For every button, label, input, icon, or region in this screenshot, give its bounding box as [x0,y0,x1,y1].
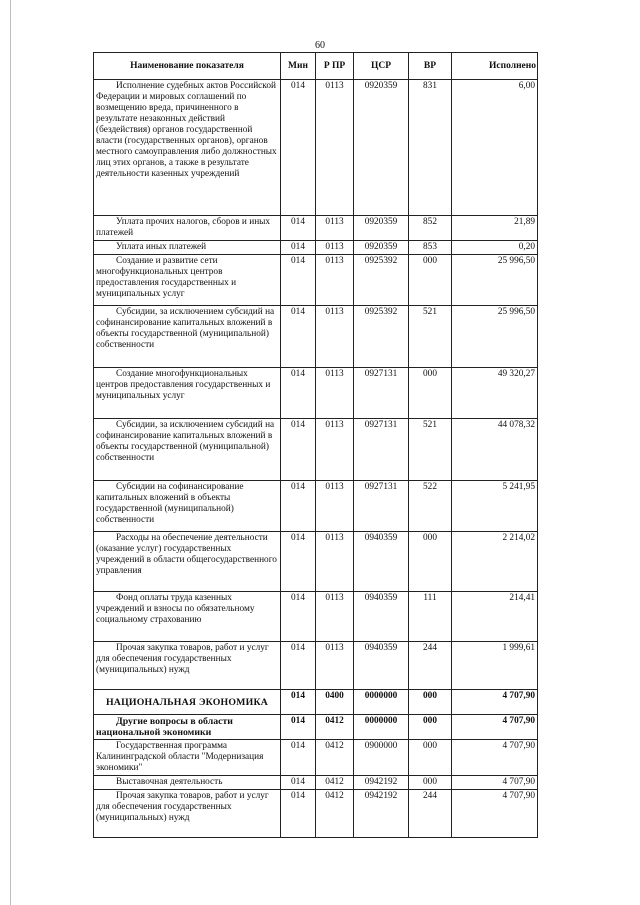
table-row [94,241,538,255]
row-min: 014 [281,255,316,306]
row-vr: 000 [409,690,452,715]
row-min: 014 [281,481,316,532]
row-name: Государственная программа Калининградской области "Модернизация экономики" [94,740,281,776]
row-csr: 0000000 [354,715,409,740]
row-min: 014 [281,790,316,838]
row-min: 014 [281,642,316,690]
header-rpr: Р ПР [316,53,354,80]
row-executed: 49 320,27 [452,368,538,419]
row-vr: 111 [409,592,452,642]
row-rpr: 0113 [316,255,354,306]
row-csr: 0940359 [354,642,409,690]
row-csr: 0942192 [354,790,409,838]
header-min: Мин [281,53,316,80]
row-vr: 853 [409,241,452,255]
row-rpr: 0113 [316,481,354,532]
row-min: 014 [281,216,316,241]
row-vr: 000 [409,532,452,592]
table-row [94,532,538,592]
row-name: Прочая закупка товаров, работ и услуг для обеспечения государственных (муниципальных) нужд [94,790,281,838]
row-rpr: 0113 [316,532,354,592]
row-vr: 000 [409,255,452,306]
table-row [94,592,538,642]
row-executed: 4 707,90 [452,740,538,776]
row-name: Выставочная деятельность [94,776,281,790]
row-vr: 852 [409,216,452,241]
row-csr: 0920359 [354,241,409,255]
table-row [94,740,538,776]
row-name: Создание и развитие сети многофункциональных центров предоставления государственных и муниципальных услуг [94,255,281,306]
row-min: 014 [281,715,316,740]
row-csr: 0920359 [354,216,409,241]
table-row [94,776,538,790]
row-vr: 000 [409,776,452,790]
header-vr: ВР [409,53,452,80]
row-rpr: 0412 [316,740,354,776]
table-row [94,80,538,216]
table-row [94,642,538,690]
row-rpr: 0113 [316,80,354,216]
row-csr: 0942192 [354,776,409,790]
row-executed: 6,00 [452,80,538,216]
row-executed: 25 996,50 [452,306,538,368]
row-vr: 831 [409,80,452,216]
row-name: Субсидии на софинансирование капитальных вложений в объекты государственной (муниципальной) собственности [94,481,281,532]
row-vr: 000 [409,368,452,419]
row-min: 014 [281,532,316,592]
row-rpr: 0113 [316,368,354,419]
table-row [94,255,538,306]
row-csr: 0900000 [354,740,409,776]
row-rpr: 0113 [316,642,354,690]
row-vr: 244 [409,642,452,690]
row-rpr: 0412 [316,715,354,740]
table-row-section [94,690,538,715]
row-csr: 0000000 [354,690,409,715]
row-vr: 000 [409,740,452,776]
row-csr: 0940359 [354,532,409,592]
row-executed: 21,89 [452,216,538,241]
row-csr: 0927131 [354,419,409,481]
table-row [94,306,538,368]
row-executed: 4 707,90 [452,690,538,715]
budget-execution-table [93,52,538,838]
row-rpr: 0113 [316,419,354,481]
row-name: Субсидии, за исключением субсидий на софинансирование капитальных вложений в объекты государственной (муниципальной) собственности [94,419,281,481]
table-row [94,419,538,481]
row-csr: 0925392 [354,255,409,306]
row-executed: 4 707,90 [452,776,538,790]
page-left-edge [10,0,11,905]
row-executed: 5 241,95 [452,481,538,532]
table-row [94,790,538,838]
row-rpr: 0113 [316,592,354,642]
row-name: Расходы на обеспечение деятельности (оказание услуг) государственных учреждений в области общегосударственного управления [94,532,281,592]
row-min: 014 [281,690,316,715]
row-rpr: 0412 [316,790,354,838]
row-executed: 214,41 [452,592,538,642]
row-executed: 1 999,61 [452,642,538,690]
row-name: Другие вопросы в области национальной экономики [94,715,281,740]
row-csr: 0927131 [354,481,409,532]
row-vr: 521 [409,306,452,368]
row-executed: 44 078,32 [452,419,538,481]
table-row-subsection [94,715,538,740]
row-vr: 522 [409,481,452,532]
row-executed: 2 214,02 [452,532,538,592]
row-min: 014 [281,592,316,642]
row-min: 014 [281,241,316,255]
header-name: Наименование показателя [94,53,281,80]
row-executed: 25 996,50 [452,255,538,306]
row-executed: 4 707,90 [452,715,538,740]
row-min: 014 [281,80,316,216]
row-rpr: 0412 [316,776,354,790]
row-name: Фонд оплаты труда казенных учреждений и взносы по обязательному социальному страхованию [94,592,281,642]
row-name: НАЦИОНАЛЬНАЯ ЭКОНОМИКА [94,690,281,715]
table-header-row [94,53,538,80]
row-name: Уплата прочих налогов, сборов и иных платежей [94,216,281,241]
row-name: Субсидии, за исключением субсидий на софинансирование капитальных вложений в объекты государственной (муниципальной) собственности [94,306,281,368]
row-min: 014 [281,419,316,481]
row-name: Исполнение судебных актов Российской Федерации и мировых соглашений по возмещению вреда, причиненного в результате незаконных действий (бездействия) органов государственной власти (государственных органов), органов местного самоуправления либо должностных лиц этих органов, а также в результате деятельности казенных учреждений [94,80,281,216]
row-vr: 521 [409,419,452,481]
row-rpr: 0113 [316,216,354,241]
row-csr: 0940359 [354,592,409,642]
row-executed: 0,20 [452,241,538,255]
row-vr: 244 [409,790,452,838]
row-csr: 0927131 [354,368,409,419]
row-csr: 0925392 [354,306,409,368]
table-row [94,368,538,419]
row-vr: 000 [409,715,452,740]
header-executed: Исполнено [452,53,538,80]
row-rpr: 0400 [316,690,354,715]
row-min: 014 [281,776,316,790]
table-row [94,481,538,532]
header-csr: ЦСР [354,53,409,80]
row-min: 014 [281,306,316,368]
row-min: 014 [281,368,316,419]
page-number: 60 [315,40,325,51]
row-name: Прочая закупка товаров, работ и услуг для обеспечения государственных (муниципальных) нужд [94,642,281,690]
table-row [94,216,538,241]
row-min: 014 [281,740,316,776]
row-name: Создание многофункциональных центров предоставления государственных и муниципальных услуг [94,368,281,419]
row-rpr: 0113 [316,306,354,368]
row-name: Уплата иных платежей [94,241,281,255]
row-csr: 0920359 [354,80,409,216]
row-executed: 4 707,90 [452,790,538,838]
row-rpr: 0113 [316,241,354,255]
